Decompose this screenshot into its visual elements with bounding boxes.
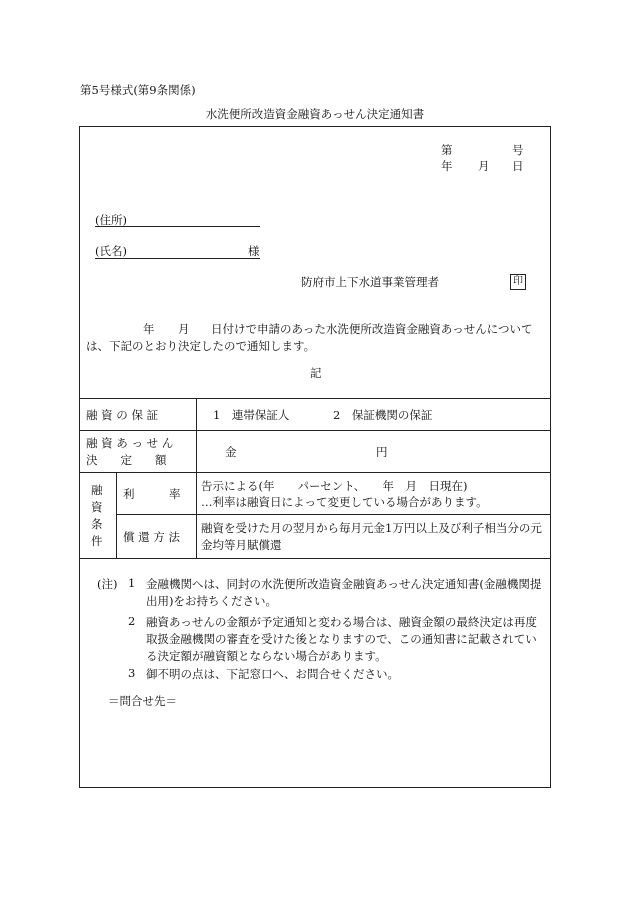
amount-kin: 金 — [225, 445, 237, 459]
note-2-number: 2 — [128, 614, 136, 628]
note-3-number: 3 — [128, 666, 136, 680]
repayment-value: 融資を受けた月の翌月から毎月元金1万円以上及び利子相当分の元金均等月賦償還 — [201, 521, 542, 552]
address-label: (住所) — [95, 213, 127, 227]
amount-label-line2: 決 定 額 — [86, 453, 167, 467]
rule-conditions-column — [116, 472, 117, 558]
ki-heading: 記 — [310, 366, 322, 380]
body-date-nen: 年 — [143, 322, 155, 336]
amount-label-line1: 融 資 あ っ せ ん — [86, 436, 174, 450]
form-number: 第5号様式(第9条関係) — [80, 83, 196, 97]
note-1-number: 1 — [128, 576, 136, 590]
conditions-label-char-2: 資 — [91, 500, 103, 514]
note-1-text: 金融機関へは、同封の水洗便所改造資金融資あっせん決定通知書(金融機関提出用)をお持ちください。 — [146, 577, 542, 608]
body-text: 日付けで申請のあった水洗便所改造資金融資あっせんについては、下記のとおり決定したので通知します。 — [86, 322, 533, 353]
rate-value-line1: 告示による(年 パーセント、 年 月 日現在) — [201, 479, 468, 493]
amount-en: 円 — [376, 445, 388, 459]
guarantee-label: 融 資 の 保 証 — [86, 408, 159, 422]
honorific-sama: 様 — [248, 244, 260, 258]
rule-between-conditions — [116, 514, 551, 515]
contact-heading: ＝問合せ先＝ — [108, 694, 177, 708]
rate-value-line2: …利率は融資日によって変更している場合があります。 — [201, 495, 488, 509]
note-3-text: 御不明の点は、下記窓口へ、お問合せください。 — [146, 667, 399, 681]
document-title: 水洗便所改造資金融資あっせん決定通知書 — [205, 107, 425, 121]
body-date-tsuki: 月 — [178, 322, 190, 336]
guarantee-option-2: 2 保証機関の保証 — [333, 408, 433, 422]
seal-mark: 印 — [510, 274, 526, 290]
address-line — [95, 226, 260, 227]
date-tsuki: 月 — [478, 159, 490, 173]
issuer-name: 防府市上下水道事業管理者 — [301, 275, 439, 289]
rule-label-column — [196, 398, 197, 558]
name-label: (氏名) — [95, 244, 127, 258]
rule-bottom-table — [79, 558, 551, 559]
conditions-label-char-4: 件 — [91, 534, 103, 548]
repayment-label: 償 還 方 法 — [123, 530, 180, 544]
conditions-label-char-3: 条 — [91, 517, 103, 531]
conditions-label-char-1: 融 — [91, 483, 103, 497]
notes-prefix: (注) — [97, 577, 118, 591]
rule-top-table — [79, 398, 551, 399]
date-hi: 日 — [512, 159, 524, 173]
rule-after-guarantee — [79, 430, 551, 431]
number-dai: 第 — [441, 143, 453, 157]
guarantee-option-1: 1 連帯保証人 — [213, 408, 290, 422]
note-2-text: 融資あっせんの金額が予定通知と変わる場合は、融資金額の最終決定は再度取扱金融機関の審査を受けた後となりますので、この通知書に記載されている決定額が融資額とならない場合があります。 — [146, 615, 537, 663]
number-gou: 号 — [512, 143, 524, 157]
rule-after-amount — [79, 472, 551, 473]
rate-label: 利 率 — [123, 487, 181, 501]
name-line — [95, 258, 260, 259]
date-nen: 年 — [441, 159, 453, 173]
